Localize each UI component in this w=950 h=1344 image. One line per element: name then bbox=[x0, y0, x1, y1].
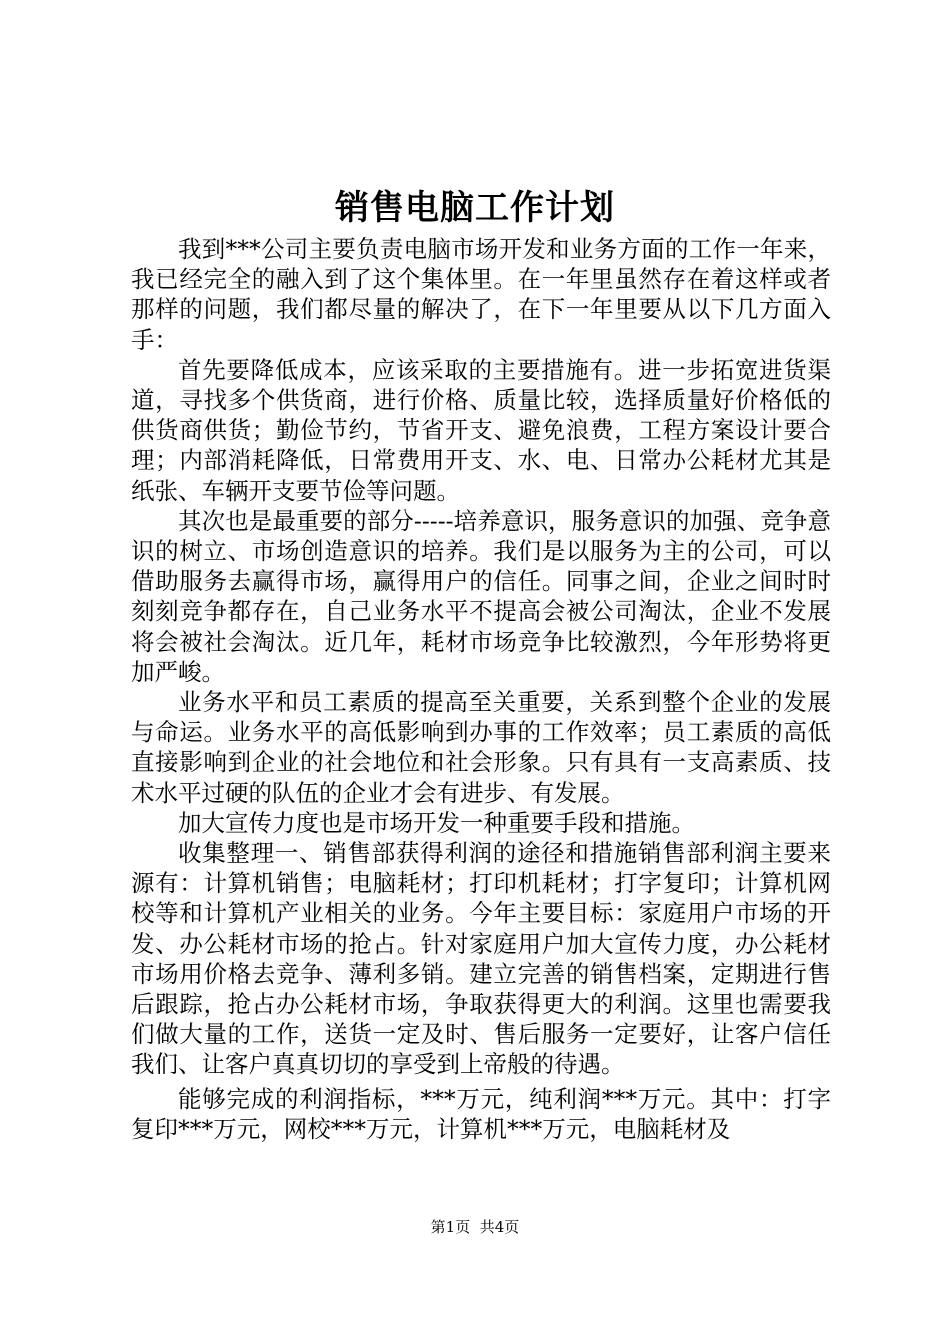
paragraph-publicity: 加大宣传力度也是市场开发一种重要手段和措施。 bbox=[178, 808, 695, 837]
paragraph-intro: 我到***公司主要负责电脑市场开发和业务方面的工作一年来，我已经完全的融入到了这个集体里。在一年里虽然存在着这样或者那样的问题，我们都尽量的解决了，在下一年里要从以下几方面入手： bbox=[131, 235, 831, 354]
paragraph-staff-quality: 业务水平和员工素质的提高至关重要，关系到整个企业的发展与命运。业务水平的高低影响到办事的工作效率；员工素质的高低直接影响到企业的社会地位和社会形象。只有具有一支高素质、技术水平过硬的队伍的企业才会有进步、有发展。 bbox=[131, 688, 831, 807]
page-number: 第1页 bbox=[430, 1218, 471, 1236]
page-total: 共4页 bbox=[479, 1218, 520, 1236]
paragraph-profit-targets: 能够完成的利润指标，***万元，纯利润***万元。其中：打字复印***万元，网校***万元，计算机***万元，电脑耗材及 bbox=[131, 1084, 831, 1143]
page-footer bbox=[0, 1216, 950, 1238]
paragraph-profit-sources: 收集整理一、销售部获得利润的途径和措施销售部利润主要来源有：计算机销售；电脑耗材；打印机耗材；打字复印；计算机网校等和计算机产业相关的业务。今年主要目标：家庭用户市场的开发、办公耗材市场的抢占。针对家庭用户加大宣传力度，办公耗材市场用价格去竞争、薄利多销。建立完善的销售档案，定期进行售后跟踪，抢占办公耗材市场，争取获得更大的利润。这里也需要我们做大量的工作，送货一定及时、售后服务一定要好，让客户信任我们、让客户真真切切的享受到上帝般的待遇。 bbox=[131, 839, 831, 1079]
paragraph-cost-reduction: 首先要降低成本，应该采取的主要措施有。进一步拓宽进货渠道，寻找多个供货商，进行价格、质量比较，选择质量好价格低的供货商供货；勤俭节约，节省开支、避免浪费，工程方案设计要合理；内部消耗降低，日常费用开支、水、电、日常办公耗材尤其是纸张、车辆开支要节俭等问题。 bbox=[131, 355, 831, 505]
page-title: 销售电脑工作计划 bbox=[335, 188, 615, 228]
document-body bbox=[131, 234, 831, 1144]
paragraph-service-awareness: 其次也是最重要的部分-----培养意识，服务意识的加强、竞争意识的树立、市场创造意识的培养。我们是以服务为主的公司，可以借助服务去赢得市场，赢得用户的信任。同事之间，企业之间时时刻刻竞争都存在，自己业务水平不提高会被公司淘汰，企业不发展将会被社会淘汰。近几年，耗材市场竞争比较激烈，今年形势将更加严峻。 bbox=[131, 506, 831, 686]
